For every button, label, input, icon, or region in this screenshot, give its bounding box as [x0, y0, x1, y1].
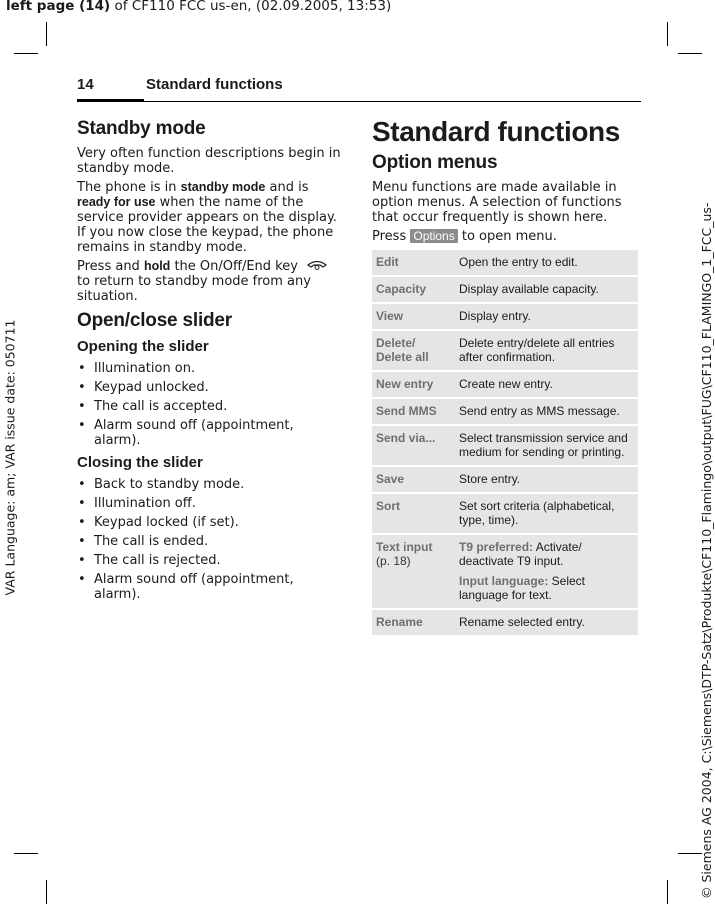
- list-item: • Back to standby mode.: [77, 477, 342, 492]
- option-desc: Set sort criteria (alphabetical, type, time).: [455, 494, 638, 533]
- table-row: [372, 494, 638, 533]
- table-row: [372, 426, 638, 465]
- table-row: [372, 331, 638, 370]
- option-key: Save: [372, 467, 455, 492]
- section-title: Standard functions: [372, 116, 620, 147]
- list-item: • The call is rejected.: [77, 553, 342, 568]
- list-item: • Illumination off.: [77, 496, 342, 511]
- option-desc: Create new entry.: [455, 372, 638, 397]
- table-row: [372, 277, 638, 302]
- option-key: Send via...: [372, 426, 455, 465]
- opening-list: [77, 361, 342, 448]
- option-key: New entry: [372, 372, 455, 397]
- crop-mark: [14, 53, 38, 54]
- table-row: [372, 372, 638, 397]
- option-key: Rename: [372, 610, 455, 635]
- option-desc: Display entry.: [455, 304, 638, 329]
- slider-heading: Open/close slider: [77, 310, 232, 331]
- table-row: [372, 250, 638, 275]
- option-key: Sort: [372, 494, 455, 533]
- print-header-page: left page (14): [6, 0, 111, 14]
- option-key: Capacity: [372, 277, 455, 302]
- list-item: • Illumination on.: [77, 361, 342, 376]
- header-rule: [144, 101, 641, 102]
- closing-list: [77, 477, 342, 602]
- list-item: • Keypad unlocked.: [77, 380, 342, 395]
- option-key: Edit: [372, 250, 455, 275]
- table-row: [372, 535, 638, 608]
- list-item: • The call is ended.: [77, 534, 342, 549]
- table-row: [372, 399, 638, 424]
- closing-heading: Closing the slider: [77, 454, 203, 471]
- input-language-option: Input language: Select language for text.: [459, 574, 586, 602]
- table-row: [372, 304, 638, 329]
- end-key-icon: [306, 259, 328, 271]
- side-copyright-path: © Siemens AG 2004, C:\Siemens\DTP-Satz\Produkte\CF110_Flamingo\output\FUG\CF110_FLAMINGO_1_FCC_us-: [699, 202, 714, 899]
- page-reference: (p. 18): [376, 554, 411, 568]
- option-key: Delete/ Delete all: [372, 331, 455, 370]
- table-row: [372, 610, 638, 635]
- list-item: • The call is accepted.: [77, 399, 342, 414]
- option-key: Send MMS: [372, 399, 455, 424]
- crop-mark: [667, 880, 668, 904]
- standby-heading: Standby mode: [77, 118, 206, 139]
- option-menus-intro: Menu functions are made available in option menus. A selection of functions that occur frequently is shown here.: [372, 180, 622, 225]
- opening-heading: Opening the slider: [77, 338, 209, 355]
- list-item: • Alarm sound off (appointment, alarm).: [77, 572, 342, 602]
- standby-p1: Very often function descriptions begin in standby mode.: [77, 146, 341, 176]
- list-item: • Alarm sound off (appointment, alarm).: [77, 418, 342, 448]
- standby-p3: Press and hold the On/Off/End key to return to standby mode from any situation.: [77, 259, 342, 304]
- option-desc: Store entry.: [455, 467, 638, 492]
- crop-mark: [14, 853, 38, 854]
- running-title: Standard functions: [146, 76, 283, 93]
- option-desc: Send entry as MMS message.: [455, 399, 638, 424]
- crop-mark: [678, 53, 702, 54]
- option-menus-heading: Option menus: [372, 152, 498, 173]
- left-column: [77, 118, 342, 606]
- t9-option: T9 preferred: Activate/ deactivate T9 input.: [459, 540, 582, 568]
- crop-mark: [46, 22, 47, 46]
- page-number: 14: [77, 76, 94, 93]
- list-item: • Keypad locked (if set).: [77, 515, 342, 530]
- right-column: [372, 116, 638, 637]
- option-desc: Delete entry/delete all entries after confirmation.: [455, 331, 638, 370]
- option-desc: Select transmission service and medium for sending or printing.: [455, 426, 638, 465]
- crop-mark: [46, 880, 47, 904]
- print-header-info: of CF110 FCC us-en, (02.09.2005, 13:53): [110, 0, 392, 14]
- option-key: Text input (p. 18): [372, 535, 455, 608]
- table-row: [372, 467, 638, 492]
- option-table: [372, 248, 638, 637]
- side-language-info: VAR Language: am; VAR issue date: 050711: [2, 319, 18, 596]
- standby-p2: The phone is in standby mode and is ready for use when the name of the service provider appears on the display. If you now close the keypad, the phone remains in standby mode.: [77, 180, 337, 255]
- option-key: View: [372, 304, 455, 329]
- header-rule-thick: [77, 99, 144, 102]
- print-header: [6, 0, 391, 14]
- crop-mark: [667, 22, 668, 46]
- options-softkey: Options: [410, 229, 457, 243]
- option-desc: Open the entry to edit.: [455, 250, 638, 275]
- option-desc: Rename selected entry.: [455, 610, 638, 635]
- option-desc: Display available capacity.: [455, 277, 638, 302]
- option-desc: [455, 535, 638, 608]
- press-options-line: Press Options to open menu.: [372, 229, 557, 244]
